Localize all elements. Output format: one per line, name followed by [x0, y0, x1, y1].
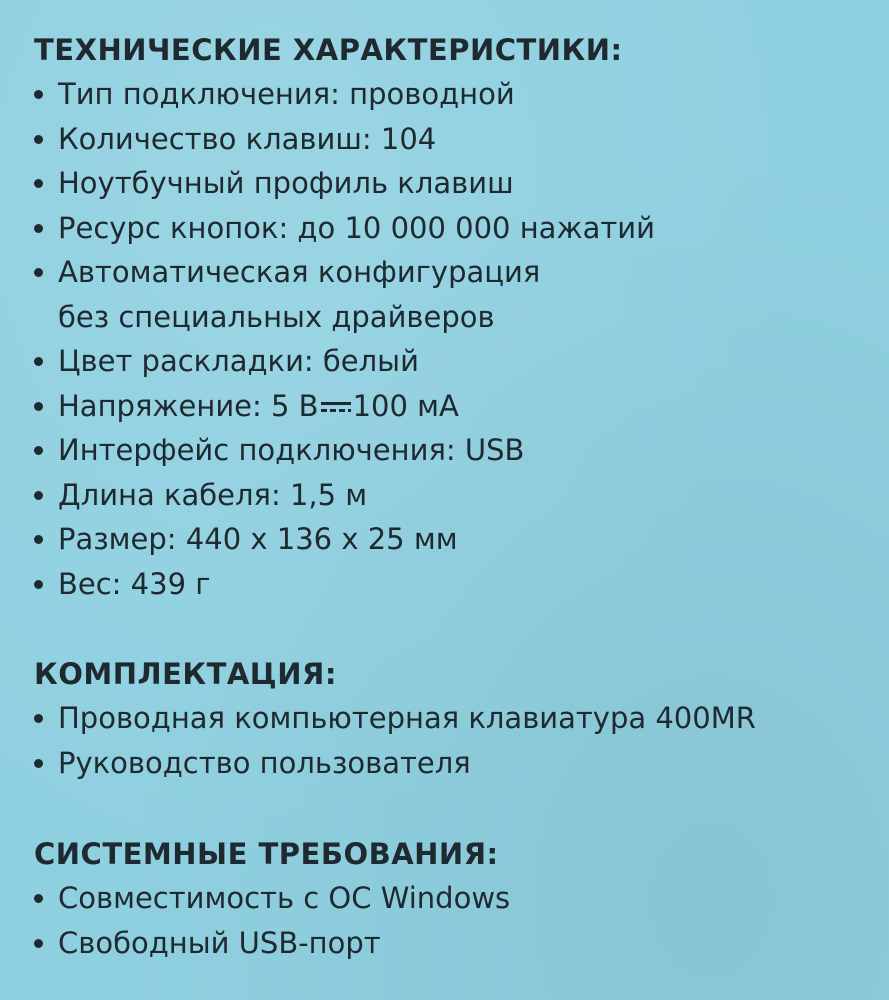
package-manual: Руководство пользователя: [34, 741, 869, 786]
requirements-title: СИСТЕМНЫЕ ТРЕБОВАНИЯ:: [34, 837, 499, 871]
spec-auto-config-line2: без специальных драйверов: [58, 299, 495, 334]
bullet-icon: [34, 135, 43, 144]
bullet-icon: [34, 224, 43, 233]
bullet-icon: [34, 535, 43, 544]
bullet-icon: [34, 446, 43, 455]
dc-current-icon: [321, 400, 351, 414]
spec-connection-type: Тип подключения: проводной: [34, 72, 869, 117]
requirements-section: [34, 832, 869, 965]
bullet-icon: [34, 402, 43, 411]
specs-section: [34, 28, 869, 606]
spec-key-count: Количество клавиш: 104: [34, 117, 869, 162]
bullet-icon: [34, 179, 43, 188]
package-keyboard: Проводная компьютерная клавиатура 400MR: [34, 696, 869, 741]
package-list: [34, 696, 869, 785]
bullet-icon: [34, 939, 43, 948]
requirement-usb-port: Свободный USB-порт: [34, 921, 869, 966]
bullet-icon: [34, 491, 43, 500]
spec-interface: Интерфейс подключения: USB: [34, 428, 869, 473]
bullet-icon: [34, 714, 43, 723]
spec-size: Размер: 440 x 136 x 25 мм: [34, 517, 869, 562]
requirements-list: [34, 876, 869, 965]
bullet-icon: [34, 90, 43, 99]
package-section: [34, 652, 869, 785]
specs-title: ТЕХНИЧЕСКИЕ ХАРАКТЕРИСТИКИ:: [34, 33, 623, 67]
bullet-icon: [34, 759, 43, 768]
spec-weight: Вес: 439 г: [34, 562, 869, 607]
bullet-icon: [34, 357, 43, 366]
bullet-icon: [34, 894, 43, 903]
requirement-os: Совместимость с ОС Windows: [34, 876, 869, 921]
spec-key-profile: Ноутбучный профиль клавиш: [34, 161, 869, 206]
spec-button-lifespan: Ресурс кнопок: до 10 000 000 нажатий: [34, 206, 869, 251]
spec-voltage: Напряжение: 5 В 100 мА: [34, 384, 869, 429]
package-title: КОМПЛЕКТАЦИЯ:: [34, 657, 337, 691]
spec-layout-color: Цвет раскладки: белый: [34, 339, 869, 384]
bullet-icon: [34, 580, 43, 589]
spec-cable-length: Длина кабеля: 1,5 м: [34, 473, 869, 518]
spec-auto-config: Автоматическая конфигурация без специальных драйверов: [34, 250, 869, 339]
bullet-icon: [34, 268, 43, 277]
specs-list: [34, 72, 869, 606]
